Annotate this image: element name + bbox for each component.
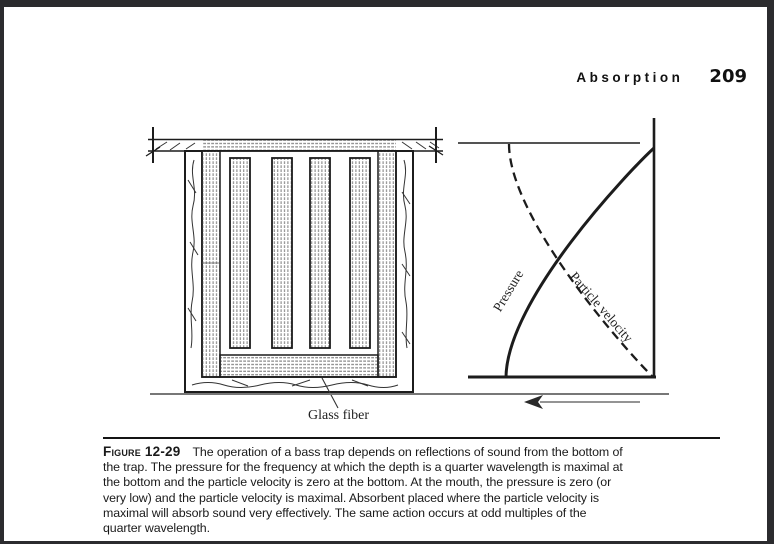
- wall-mount-band: [148, 140, 443, 152]
- bass-trap-diagram: [140, 118, 450, 428]
- running-head: [0, 66, 757, 87]
- particle-velocity-curve: [509, 144, 653, 377]
- ground-line: [150, 393, 669, 395]
- glass-fiber-slat: [230, 158, 250, 348]
- frame-right-strip: [767, 0, 774, 544]
- frame-top-strip: [0, 0, 774, 7]
- standing-wave-graph: [450, 110, 680, 410]
- caption-line: very low) and the particle velocity is maximal. Absorbent placed where the particle velocity is: [103, 490, 599, 505]
- wave-direction-arrow-icon: [524, 395, 640, 409]
- pressure-curve: [506, 148, 654, 378]
- figure-caption: [103, 437, 720, 536]
- glass-fiber-slat: [350, 158, 370, 348]
- glass-fiber-slat: [310, 158, 330, 348]
- glass-fiber-slat: [272, 158, 292, 348]
- page-number: 209: [709, 66, 747, 87]
- velocity-curve-label: Particle velocity: [566, 268, 636, 346]
- figure-number: Figure 12-29: [103, 444, 181, 459]
- glass-fiber-label: Glass fiber: [308, 408, 370, 423]
- caption-line: maximal will absorb sound very effectively. The same action occurs at odd multiples of the: [103, 505, 587, 520]
- caption-text: The operation of a bass trap depends on reflections of sound from the bottom of: [192, 445, 623, 459]
- caption-line: the trap. The pressure for the frequency at which the depth is a quarter wavelength is maximal at: [103, 460, 623, 475]
- caption-line: [103, 444, 720, 460]
- caption-line: quarter wavelength.: [103, 521, 210, 536]
- section-title: Absorption: [576, 70, 684, 85]
- pressure-curve-label: Pressure: [489, 267, 527, 315]
- caption-line: the bottom and the particle velocity is zero at the bottom. At the mouth, the pressure is zero (or: [103, 475, 612, 490]
